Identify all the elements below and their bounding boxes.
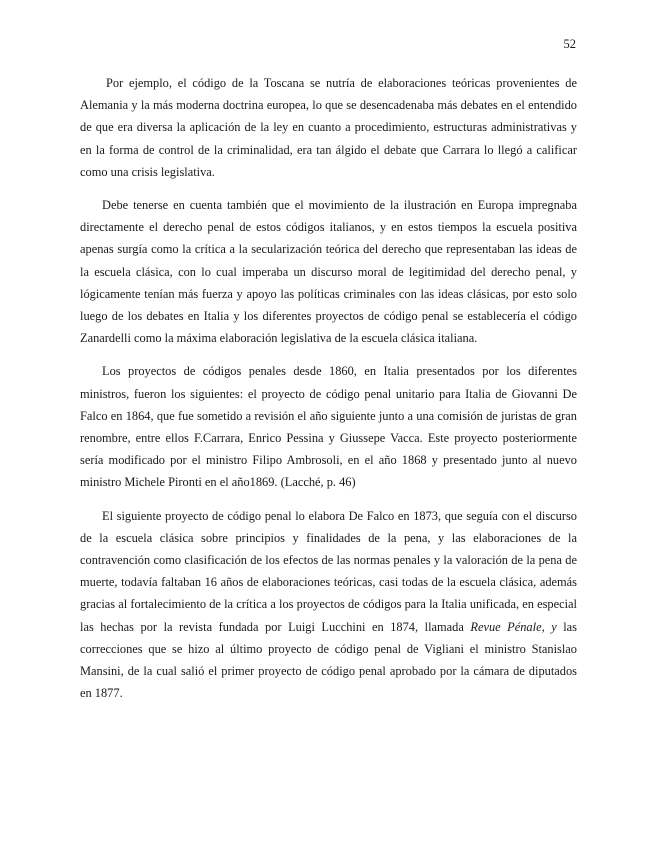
- paragraph-text-after-italic: las correcciones que se hizo al último proyecto de código penal de Vigliani el ministro Stanislao Mansini, de la cual salió el primer proyecto de código penal aprobado por la cámara de diputados en 1877.: [80, 619, 577, 701]
- paragraph-toscana-code: Por ejemplo, el código de la Toscana se nutría de elaboraciones teóricas provenientes de Alemania y la más moderna doctrina europea, lo que se desencadenaba más debates en el entendido de que era diversa la aplicación de la ley en cuanto a procedimiento, estructuras administrativas y en la forma de control de la criminalidad, era tan álgido el debate que Carrara lo llegó a calificar como una crisis legislativa.: [80, 76, 577, 179]
- paragraph-enlightenment: Debe tenerse en cuenta también que el movimiento de la ilustración en Europa impregnaba directamente el derecho penal de estos códigos italianos, y en estos tiempos la escuela positiva apenas surgía como la crítica a la secularización teórica del derecho que representaban las ideas de la escuela clásica, con lo cual imperaba un discurso moral de legitimidad del derecho penal, y lógicamente tenían más fuerza y apoyo las políticas criminales con las ideas clásicas, por esto solo luego de los debates en Italia y los diferentes proyectos de código penal se establecería el código Zanardelli como la máxima elaboración legislativa de la escuela clásica italiana.: [80, 198, 577, 346]
- journal-title-italic: Revue Pénale, y: [470, 619, 557, 634]
- paragraph-de-falco-project: [80, 505, 577, 705]
- body-text: [80, 72, 577, 704]
- paragraph-penal-code-projects: Los proyectos de códigos penales desde 1860, en Italia presentados por los diferentes ministros, fueron los siguientes: el proyecto de código penal unitario para Italia de Giovanni De Falco en 1864, que fue sometido a revisión el año siguiente junto a una comisión de juristas de gran renombre, entre ellos F.Carrara, Enrico Pessina y Giussepe Vacca. Este proyecto posteriormente sería modificado por el ministro Filipo Ambrosoli, en el año 1868 y presentado junto al nuevo ministro Michele Pironti en el año1869. (Lacché, p. 46): [80, 364, 577, 490]
- paragraph-text-before-italic: El siguiente proyecto de código penal lo elabora De Falco en 1873, que seguía con el discurso de la escuela clásica sobre principios y finalidades de la pena, y las elaboraciones de la contravención como clasificación de los efectos de las normas penales y la valoración de la pena de muerte, todavía faltaban 16 años de elaboraciones teóricas, casi todas de la escuela clásica, además gracias al fortalecimiento de la crítica a los proyectos de códigos para la Italia unificada, en especial las hechas por la revista fundada por Luigi Lucchini en 1874, llamada: [80, 508, 577, 634]
- page-number: 52: [563, 37, 576, 51]
